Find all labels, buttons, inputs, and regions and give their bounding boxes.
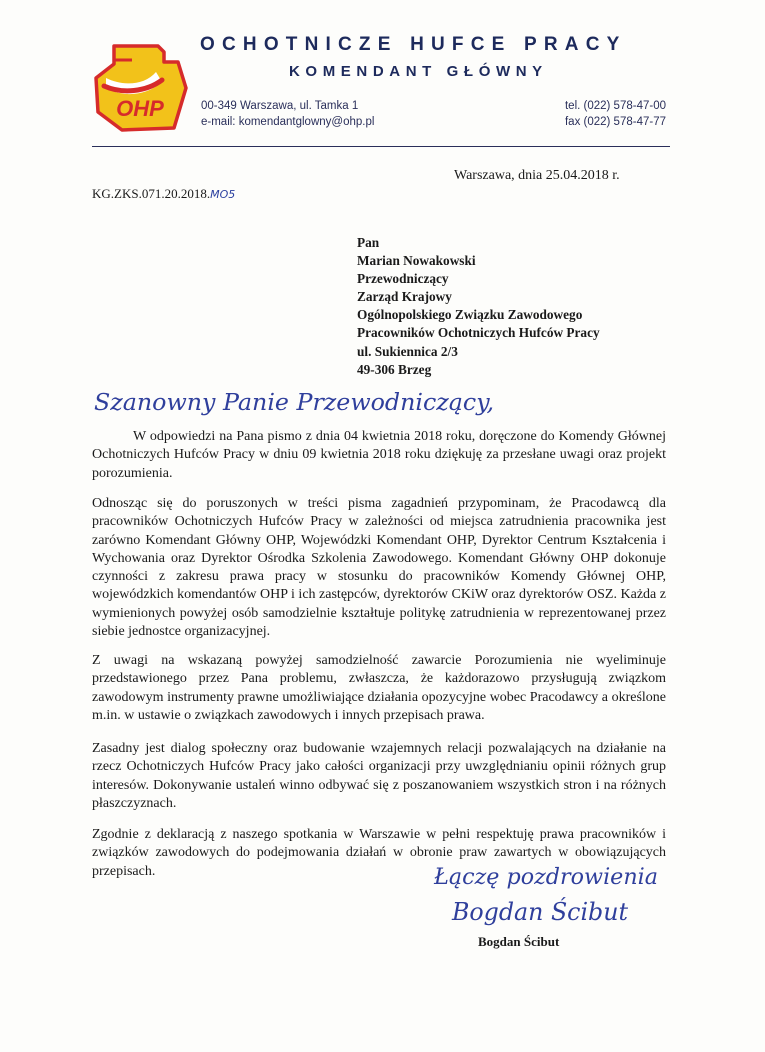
svg-text:Łączę pozdrowienia: Łączę pozdrowienia: [432, 865, 658, 890]
ohp-logo: [92, 42, 188, 134]
paragraph-4: Zasadny jest dialog społeczny oraz budowanie wzajemnych relacji pozwalających na działanie na rzecz Ochotniczych Hufców Pracy jako całości organizacji przy uwzględnianiu opinii różnych grup interesów. Dokonywanie ustaleń winno odbywać się z poszanowaniem wszystkich stron i na różnych płaszczyznach.: [92, 741, 666, 811]
paragraph-2: Odnosząc się do poruszonych w treści pisma zagadnień przypominam, że Pracodawcą dla pracowników Ochotniczych Hufców Pracy w zależności od miejsca zatrudnienia pracownika jest zarówno Komendant Główny OHP, Wojewódzki Komendant OHP, Dyrektor Centrum Kształcenia i Wychowania oraz Dyrektor Ośrodka Szkolenia Zawodowego. Komendant Główny OHP dokonuje czynności z zakresu prawa pracy w stosunku do pracowników Komendy Głównej OHP, wojewódzkich komendantów OHP i ich zastępców, dyrektorów CKiW oraz dyrektorów OSZ. Każda z wymienionych powyżej osób samodzielnie kształtuje politykę zatrudnienia w reprezentowanej przez siebie jednostce organizacyjnej.: [92, 496, 666, 640]
org-name: OCHOTNICZE HUFCE PRACY: [200, 34, 627, 55]
svg-text:Bogdan Ścibut: Bogdan Ścibut: [452, 898, 631, 926]
svg-text:OHP: OHP: [116, 96, 164, 121]
recipient-line: ul. Sukiennica 2/3: [357, 343, 458, 359]
recipient-block: [357, 234, 600, 379]
paragraph-1: W odpowiedzi na Pana pismo z dnia 04 kwietnia 2018 roku, doręczone do Komendy Głównej Ochotniczych Hufców Pracy w dniu 09 kwietnia 2018 roku dziękuję za przesłane uwagi oraz projekt porozumienia.: [92, 429, 666, 481]
handwritten-closing: [430, 858, 670, 894]
header-divider: [92, 146, 670, 147]
org-subtitle: KOMENDANT GŁÓWNY: [289, 63, 548, 80]
org-address: 00-349 Warszawa, ul. Tamka 1: [201, 100, 359, 112]
recipient-line: Przewodniczący: [357, 271, 449, 287]
letter-date: Warszawa, dnia 25.04.2018 r.: [454, 168, 620, 183]
paragraph-5: Zgodnie z deklaracją z naszego spotkania w Warszawie w pełni respektuję prawa pracowników i związków zawodowych do podejmowania działań w obronie praw zawartych w obowiązujących przepisach.: [92, 827, 666, 879]
org-email: e-mail: komendantglowny@ohp.pl: [201, 116, 375, 128]
recipient-line: 49-306 Brzeg: [357, 361, 432, 377]
handwritten-salutation: [90, 380, 510, 424]
reference-printed: KG.ZKS.071.20.2018.: [92, 186, 211, 201]
signer-name: Bogdan Ścibut: [478, 934, 560, 949]
recipient-line: Pracowników Ochotniczych Hufców Pracy: [357, 325, 600, 341]
paragraph-3: Z uwagi na wskazaną powyżej samodzielność zawarcie Porozumienia nie wyeliminuje przedstawionego przez Pana problemu, zwłaszcza, że każdorazowo przysługują związkom zawodowym instrumenty prawne umożliwiające działania opozycyjne wobec Pracodawcy a określone m.in. w ustawie o związkach zawodowych i innych przepisach prawa.: [92, 653, 666, 723]
recipient-line: Ogólnopolskiego Związku Zawodowego: [357, 307, 583, 323]
org-fax: fax (022) 578-47-77: [564, 116, 666, 128]
svg-text:Szanowny Panie Przewodniczący,: Szanowny Panie Przewodniczący,: [94, 390, 495, 416]
recipient-line: Zarząd Krajowy: [357, 289, 452, 305]
reference-handwritten: MO5: [210, 188, 236, 201]
recipient-line: Pan: [357, 235, 380, 250]
reference-number: [92, 186, 235, 202]
recipient-line: Marian Nowakowski: [357, 253, 476, 269]
handwritten-signature: [448, 892, 638, 932]
org-tel: tel. (022) 578-47-00: [564, 100, 666, 112]
